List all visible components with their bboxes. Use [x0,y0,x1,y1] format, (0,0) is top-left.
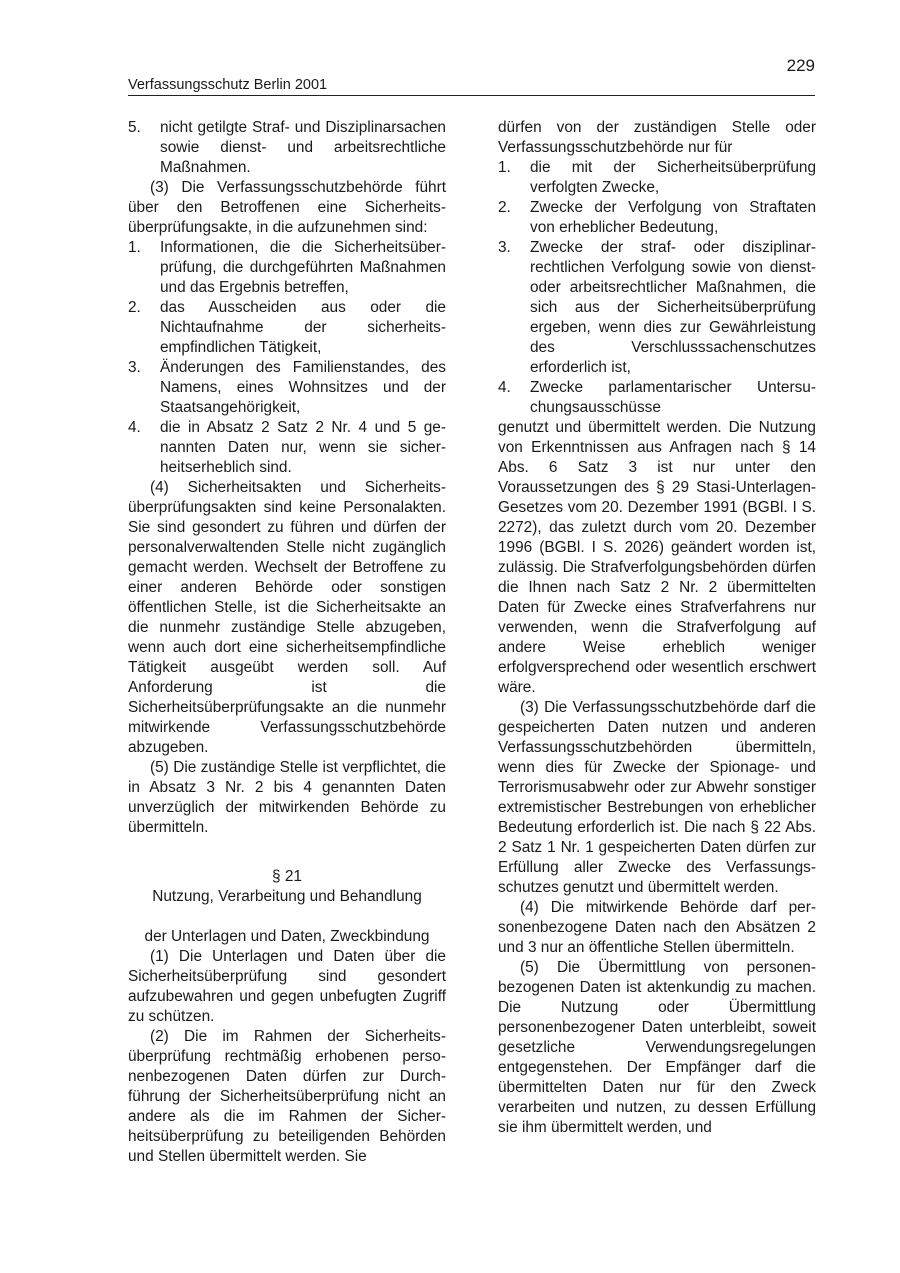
list-text: Zwecke der Verfolgung von Straftaten von erheblicher Bedeutung, [530,199,816,236]
list-number: 4. [128,419,141,436]
list-text: das Ausscheiden aus oder die Nichtaufnahme der sicherheitsempfindlichen Tätigkeit, [160,299,446,356]
running-header: Verfassungsschutz Berlin 2001 [128,76,815,96]
paragraph: (5) Die Übermittlung von personenbezogenen Daten ist aktenkundig zu machen. Die Nutzung oder Übermittlung personenbezogener Daten unterbleibt, soweit gesetzliche Verwendungsregelungen entgegenstehen. Der Empfänger darf die übermittelten Daten nur für den Zweck verarbeiten und nutzen, zu dessen Erfüllung sie ihm übermittelt werden, und [498,959,816,1136]
paragraph: dürfen von der zuständigen Stelle oder Verfassungsschutzbehörde nur für [498,119,816,156]
list-item [128,298,446,358]
list-item [128,358,446,418]
left-column [128,118,446,1167]
list-number: 5. [128,119,141,136]
section-title: Nutzung, Verarbeitung und Behandlung [152,888,422,905]
list-item [498,158,816,198]
paragraph: (3) Die Verfassungsschutzbehörde führt über den Betroffenen eine Sicherheitsüberprüfungsakte, in die aufzunehmen sind: [128,179,446,236]
section-number: § 21 [272,868,302,885]
list-item [128,118,446,178]
list-item [128,418,446,478]
list-text: Änderungen des Familienstandes, des Namens, eines Wohnsitzes und der Staatsangehörigkeit, [160,359,446,416]
list-item [498,238,816,378]
list-item [128,238,446,298]
right-column [498,118,816,1138]
paragraph: (5) Die zuständige Stelle ist verpflichtet, die in Absatz 3 Nr. 2 bis 4 genannten Daten unverzüglich der mitwirkenden Behörde zu übermitteln. [128,759,446,836]
list-number: 3. [128,359,141,376]
page-number: 229 [786,56,815,75]
list-number: 1. [498,159,511,176]
section-title-continued: der Unterlagen und Daten, Zweckbindung [144,928,430,945]
paragraph: (1) Die Unterlagen und Daten über die Sicherheitsüberprüfung sind gesondert aufzubewahren und gegen unbefugten Zugriff zu schützen. [128,948,446,1025]
list-text: Zwecke parlamentarischer Untersuchungsausschüsse [530,379,816,416]
paragraph: (4) Die mitwirkende Behörde darf personenbezogene Daten nach den Absätzen 2 und 3 nur an öffentliche Stellen übermitteln. [498,899,816,956]
paragraph: (4) Sicherheitsakten und Sicherheitsüberprüfungsakten sind keine Personalakten. Sie sind gesondert zu führen und dürfen der personalverwaltenden Stelle nicht zugänglich gemacht werden. Wechselt der Betroffene zu einer anderen Behörde oder sonstigen öffentlichen Stelle, ist die Sicherheitsakte an die nunmehr zuständige Stelle abzugeben, wenn auch dort eine sicherheitsempfindliche Tätigkeit ausgeübt werden soll. Auf Anforderung ist die Sicherheitsüberprüfungsakte an die nunmehr mitwirkende Verfassungsschutzbehörde abzugeben. [128,479,446,756]
list-number: 2. [128,299,141,316]
list-text: Zwecke der straf- oder disziplinarrechtlichen Verfolgung sowie von dienst- oder arbeitsrechtlicher Maßnahmen, die sich aus der Sicherheitsüberprüfung ergeben, wenn dies zur Gewährleistung des Verschlusssachenschutzes erforderlich ist, [530,239,816,376]
list-number: 1. [128,239,141,256]
list-text: die in Absatz 2 Satz 2 Nr. 4 und 5 genannten Daten nur, wenn sie sicherheitserheblich sind. [160,419,446,476]
list-number: 4. [498,379,511,396]
paragraph: (2) Die im Rahmen der Sicherheitsüberprüfung rechtmäßig erhobenen personenbezogenen Daten dürfen zur Durchführung der Sicherheitsüberprüfung nicht an andere als die im Rahmen der Sicherheitsüberprüfung zu beteiligenden Behörden und Stellen übermittelt werden. Sie [128,1028,446,1165]
list-text: die mit der Sicherheitsüberprüfung verfolgten Zwecke, [530,159,816,196]
list-item [498,198,816,238]
list-text: nicht getilgte Straf- und Disziplinarsachen sowie dienst- und arbeitsrechtliche Maßnahmen. [160,119,446,176]
list-number: 2. [498,199,511,216]
list-text: Informationen, die die Sicherheitsüberprüfung, die durchgeführten Maßnahmen und das Ergebnis betreffen, [160,239,446,296]
paragraph: genutzt und übermittelt werden. Die Nutzung von Erkenntnissen aus Anfragen nach § 14 Abs. 6 Satz 3 ist nur unter den Voraussetzungen des § 29 Stasi-Unterlagen-Gesetzes vom 20. Dezember 1991 (BGBl. I S. 2272), das zuletzt durch vom 20. Dezember 1996 (BGBl. I S. 2026) geändert worden ist, zulässig. Die Strafverfolgungsbehörden dürfen die Ihnen nach Satz 2 Nr. 2 übermittelten Daten für Zwecke eines Strafverfahrens nur verwenden, wenn die Strafverfolgung auf andere Weise erheblich weniger erfolgversprechend oder wesentlich erschwert wäre. [498,419,816,696]
list-number: 3. [498,239,511,256]
paragraph: (3) Die Verfassungsschutzbehörde darf die gespeicherten Daten nutzen und anderen Verfassungsschutzbehörden übermitteln, wenn dies für Zwecke der Spionage- und Terrorismusabwehr oder zur Abwehr sonstiger extremistischer Bestrebungen von erheblicher Bedeutung erforderlich ist. Die nach § 22 Abs. 2 Satz 1 Nr. 1 gespeicherten Daten dürfen zur Erfüllung aller Zwecke des Verfassungsschutzes genutzt und übermittelt werden. [498,699,816,896]
list-item [498,378,816,418]
